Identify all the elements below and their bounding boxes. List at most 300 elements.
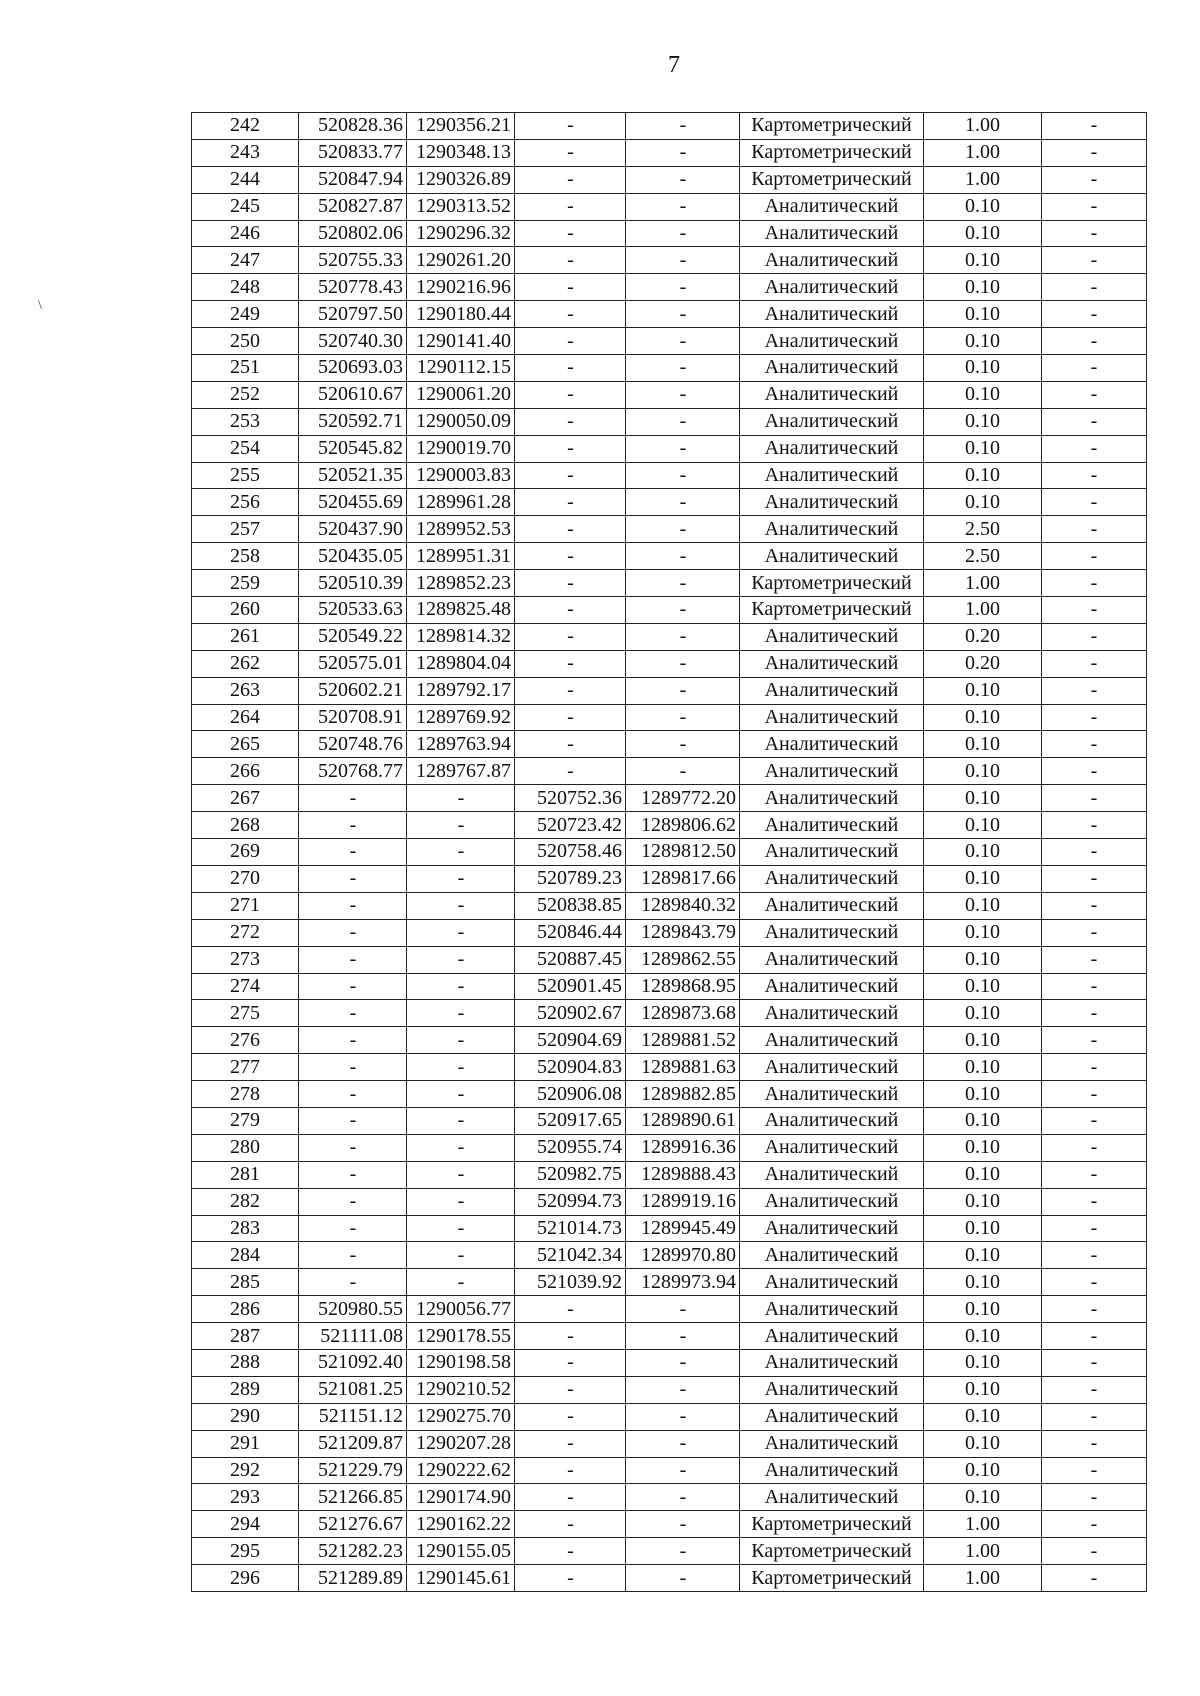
method-cell: Аналитический <box>740 328 924 355</box>
precision-cell: 1.00 <box>924 113 1042 140</box>
note-cell: - <box>1042 301 1147 328</box>
x-new-cell: - <box>515 408 626 435</box>
x-new-cell: 520994.73 <box>515 1188 626 1215</box>
x-new-cell: - <box>515 597 626 624</box>
method-cell: Аналитический <box>740 946 924 973</box>
precision-cell: 2.50 <box>924 543 1042 570</box>
point-number-cell: 251 <box>192 355 299 382</box>
y-existing-cell: 1289814.32 <box>407 623 515 650</box>
y-new-cell: 1289812.50 <box>626 839 740 866</box>
table-row <box>192 839 1147 866</box>
table-row <box>192 1565 1147 1592</box>
point-number-cell: 243 <box>192 139 299 166</box>
point-number-cell: 261 <box>192 623 299 650</box>
x-existing-cell: 520778.43 <box>299 274 407 301</box>
y-existing-cell: 1289763.94 <box>407 731 515 758</box>
method-cell: Аналитический <box>740 1484 924 1511</box>
x-new-cell: - <box>515 704 626 731</box>
note-cell: - <box>1042 355 1147 382</box>
y-existing-cell: 1289852.23 <box>407 570 515 597</box>
x-new-cell: 520906.08 <box>515 1081 626 1108</box>
table-row <box>192 1269 1147 1296</box>
precision-cell: 0.10 <box>924 301 1042 328</box>
x-new-cell: 521039.92 <box>515 1269 626 1296</box>
x-existing-cell: - <box>299 1054 407 1081</box>
x-existing-cell: 520533.63 <box>299 597 407 624</box>
x-new-cell: 520904.69 <box>515 1027 626 1054</box>
point-number-cell: 274 <box>192 973 299 1000</box>
point-number-cell: 275 <box>192 1000 299 1027</box>
note-cell: - <box>1042 166 1147 193</box>
x-new-cell: 521014.73 <box>515 1215 626 1242</box>
precision-cell: 1.00 <box>924 597 1042 624</box>
y-new-cell: - <box>626 1403 740 1430</box>
y-new-cell: 1289868.95 <box>626 973 740 1000</box>
y-new-cell: 1289881.52 <box>626 1027 740 1054</box>
note-cell: - <box>1042 919 1147 946</box>
y-new-cell: - <box>626 1511 740 1538</box>
y-existing-cell: 1289951.31 <box>407 543 515 570</box>
note-cell: - <box>1042 1457 1147 1484</box>
x-new-cell: - <box>515 274 626 301</box>
method-cell: Аналитический <box>740 731 924 758</box>
x-new-cell: - <box>515 1376 626 1403</box>
method-cell: Аналитический <box>740 1430 924 1457</box>
table-row <box>192 113 1147 140</box>
table-row <box>192 1349 1147 1376</box>
point-number-cell: 269 <box>192 839 299 866</box>
table-row <box>192 1134 1147 1161</box>
y-new-cell: - <box>626 166 740 193</box>
precision-cell: 0.10 <box>924 1107 1042 1134</box>
precision-cell: 0.10 <box>924 1430 1042 1457</box>
y-new-cell: 1289970.80 <box>626 1242 740 1269</box>
table-row <box>192 166 1147 193</box>
method-cell: Картометрический <box>740 113 924 140</box>
y-existing-cell: - <box>407 1134 515 1161</box>
x-existing-cell: 520755.33 <box>299 247 407 274</box>
point-number-cell: 283 <box>192 1215 299 1242</box>
x-existing-cell: 521266.85 <box>299 1484 407 1511</box>
point-number-cell: 273 <box>192 946 299 973</box>
note-cell: - <box>1042 758 1147 785</box>
y-existing-cell: 1290061.20 <box>407 381 515 408</box>
point-number-cell: 286 <box>192 1296 299 1323</box>
y-existing-cell: 1290003.83 <box>407 462 515 489</box>
x-existing-cell: - <box>299 1269 407 1296</box>
method-cell: Аналитический <box>740 1403 924 1430</box>
y-new-cell: - <box>626 1538 740 1565</box>
x-existing-cell: 520827.87 <box>299 193 407 220</box>
note-cell: - <box>1042 1134 1147 1161</box>
point-number-cell: 285 <box>192 1269 299 1296</box>
y-new-cell: 1289916.36 <box>626 1134 740 1161</box>
note-cell: - <box>1042 1242 1147 1269</box>
y-new-cell: - <box>626 623 740 650</box>
table-row <box>192 435 1147 462</box>
y-new-cell: 1289873.68 <box>626 1000 740 1027</box>
y-existing-cell: 1290313.52 <box>407 193 515 220</box>
table-row <box>192 812 1147 839</box>
method-cell: Аналитический <box>740 274 924 301</box>
point-number-cell: 242 <box>192 113 299 140</box>
note-cell: - <box>1042 1538 1147 1565</box>
method-cell: Аналитический <box>740 1457 924 1484</box>
table-row <box>192 623 1147 650</box>
table-row <box>192 785 1147 812</box>
table-row <box>192 462 1147 489</box>
table-row <box>192 381 1147 408</box>
x-new-cell: - <box>515 193 626 220</box>
x-new-cell: - <box>515 623 626 650</box>
precision-cell: 0.10 <box>924 1269 1042 1296</box>
x-existing-cell: - <box>299 1215 407 1242</box>
x-new-cell: - <box>515 1403 626 1430</box>
page-number: 7 <box>668 52 680 78</box>
precision-cell: 0.10 <box>924 1161 1042 1188</box>
x-existing-cell: - <box>299 973 407 1000</box>
method-cell: Аналитический <box>740 973 924 1000</box>
y-new-cell: 1289890.61 <box>626 1107 740 1134</box>
x-existing-cell: 520592.71 <box>299 408 407 435</box>
y-existing-cell: 1290155.05 <box>407 1538 515 1565</box>
x-existing-cell: 520802.06 <box>299 220 407 247</box>
x-existing-cell: 520610.67 <box>299 381 407 408</box>
x-new-cell: - <box>515 113 626 140</box>
note-cell: - <box>1042 1376 1147 1403</box>
method-cell: Аналитический <box>740 892 924 919</box>
x-new-cell: - <box>515 677 626 704</box>
x-existing-cell: 521209.87 <box>299 1430 407 1457</box>
note-cell: - <box>1042 1511 1147 1538</box>
x-existing-cell: 520748.76 <box>299 731 407 758</box>
point-number-cell: 276 <box>192 1027 299 1054</box>
precision-cell: 0.10 <box>924 731 1042 758</box>
x-existing-cell: - <box>299 1081 407 1108</box>
method-cell: Аналитический <box>740 247 924 274</box>
point-number-cell: 268 <box>192 812 299 839</box>
note-cell: - <box>1042 1027 1147 1054</box>
x-new-cell: 520758.46 <box>515 839 626 866</box>
table-row <box>192 1054 1147 1081</box>
y-new-cell: - <box>626 758 740 785</box>
x-new-cell: - <box>515 381 626 408</box>
precision-cell: 0.10 <box>924 489 1042 516</box>
y-new-cell: - <box>626 597 740 624</box>
x-existing-cell: 520435.05 <box>299 543 407 570</box>
point-number-cell: 248 <box>192 274 299 301</box>
y-new-cell: - <box>626 193 740 220</box>
precision-cell: 0.10 <box>924 1000 1042 1027</box>
y-existing-cell: 1290296.32 <box>407 220 515 247</box>
x-existing-cell: - <box>299 1107 407 1134</box>
y-existing-cell: - <box>407 919 515 946</box>
y-existing-cell: 1290180.44 <box>407 301 515 328</box>
x-new-cell: 520838.85 <box>515 892 626 919</box>
x-new-cell: - <box>515 1457 626 1484</box>
precision-cell: 0.10 <box>924 973 1042 1000</box>
x-new-cell: - <box>515 1430 626 1457</box>
y-new-cell: - <box>626 516 740 543</box>
y-existing-cell: 1290141.40 <box>407 328 515 355</box>
y-existing-cell: - <box>407 1027 515 1054</box>
y-existing-cell: 1289961.28 <box>407 489 515 516</box>
table-row <box>192 355 1147 382</box>
note-cell: - <box>1042 220 1147 247</box>
precision-cell: 1.00 <box>924 166 1042 193</box>
y-new-cell: - <box>626 1296 740 1323</box>
precision-cell: 0.20 <box>924 650 1042 677</box>
point-number-cell: 272 <box>192 919 299 946</box>
note-cell: - <box>1042 1430 1147 1457</box>
y-existing-cell: - <box>407 1242 515 1269</box>
precision-cell: 0.10 <box>924 704 1042 731</box>
method-cell: Картометрический <box>740 1565 924 1592</box>
y-existing-cell: - <box>407 892 515 919</box>
y-new-cell: 1289817.66 <box>626 865 740 892</box>
point-number-cell: 288 <box>192 1349 299 1376</box>
note-cell: - <box>1042 731 1147 758</box>
method-cell: Аналитический <box>740 1242 924 1269</box>
precision-cell: 0.10 <box>924 1403 1042 1430</box>
point-number-cell: 244 <box>192 166 299 193</box>
method-cell: Картометрический <box>740 1511 924 1538</box>
y-existing-cell: - <box>407 1054 515 1081</box>
x-new-cell: - <box>515 435 626 462</box>
note-cell: - <box>1042 865 1147 892</box>
table-row <box>192 758 1147 785</box>
x-existing-cell: - <box>299 1242 407 1269</box>
x-new-cell: - <box>515 166 626 193</box>
x-existing-cell: 520545.82 <box>299 435 407 462</box>
table-row <box>192 1081 1147 1108</box>
method-cell: Аналитический <box>740 758 924 785</box>
precision-cell: 0.10 <box>924 220 1042 247</box>
precision-cell: 0.10 <box>924 1242 1042 1269</box>
y-existing-cell: 1290056.77 <box>407 1296 515 1323</box>
x-existing-cell: 520980.55 <box>299 1296 407 1323</box>
x-existing-cell: - <box>299 785 407 812</box>
note-cell: - <box>1042 193 1147 220</box>
point-number-cell: 267 <box>192 785 299 812</box>
x-new-cell: 520789.23 <box>515 865 626 892</box>
method-cell: Аналитический <box>740 435 924 462</box>
table-row <box>192 1000 1147 1027</box>
note-cell: - <box>1042 1188 1147 1215</box>
method-cell: Аналитический <box>740 301 924 328</box>
y-new-cell: - <box>626 489 740 516</box>
point-number-cell: 280 <box>192 1134 299 1161</box>
y-new-cell: 1289843.79 <box>626 919 740 946</box>
y-new-cell: 1289945.49 <box>626 1215 740 1242</box>
y-existing-cell: - <box>407 812 515 839</box>
x-existing-cell: - <box>299 1134 407 1161</box>
x-existing-cell: - <box>299 1000 407 1027</box>
y-existing-cell: 1289767.87 <box>407 758 515 785</box>
point-number-cell: 287 <box>192 1323 299 1350</box>
y-new-cell: - <box>626 113 740 140</box>
y-existing-cell: - <box>407 1000 515 1027</box>
precision-cell: 0.10 <box>924 1215 1042 1242</box>
precision-cell: 0.10 <box>924 839 1042 866</box>
y-existing-cell: 1290019.70 <box>407 435 515 462</box>
point-number-cell: 277 <box>192 1054 299 1081</box>
point-number-cell: 263 <box>192 677 299 704</box>
x-new-cell: 520752.36 <box>515 785 626 812</box>
point-number-cell: 292 <box>192 1457 299 1484</box>
x-existing-cell: 520847.94 <box>299 166 407 193</box>
y-existing-cell: 1289769.92 <box>407 704 515 731</box>
x-existing-cell: 520602.21 <box>299 677 407 704</box>
precision-cell: 0.10 <box>924 919 1042 946</box>
precision-cell: 0.10 <box>924 1081 1042 1108</box>
precision-cell: 0.10 <box>924 1027 1042 1054</box>
precision-cell: 0.10 <box>924 1134 1042 1161</box>
point-number-cell: 249 <box>192 301 299 328</box>
y-new-cell: - <box>626 1430 740 1457</box>
x-existing-cell: 520833.77 <box>299 139 407 166</box>
y-existing-cell: - <box>407 946 515 973</box>
y-existing-cell: 1290050.09 <box>407 408 515 435</box>
precision-cell: 0.10 <box>924 758 1042 785</box>
y-existing-cell: - <box>407 1161 515 1188</box>
point-number-cell: 259 <box>192 570 299 597</box>
method-cell: Аналитический <box>740 1215 924 1242</box>
x-new-cell: 520904.83 <box>515 1054 626 1081</box>
x-existing-cell: 520797.50 <box>299 301 407 328</box>
y-existing-cell: 1290261.20 <box>407 247 515 274</box>
note-cell: - <box>1042 1081 1147 1108</box>
table-row <box>192 919 1147 946</box>
note-cell: - <box>1042 785 1147 812</box>
note-cell: - <box>1042 462 1147 489</box>
point-number-cell: 295 <box>192 1538 299 1565</box>
point-number-cell: 290 <box>192 1403 299 1430</box>
table-row <box>192 1323 1147 1350</box>
point-number-cell: 255 <box>192 462 299 489</box>
y-new-cell: 1289772.20 <box>626 785 740 812</box>
x-new-cell: 521042.34 <box>515 1242 626 1269</box>
method-cell: Аналитический <box>740 1188 924 1215</box>
x-existing-cell: 520549.22 <box>299 623 407 650</box>
point-number-cell: 252 <box>192 381 299 408</box>
x-existing-cell: - <box>299 1188 407 1215</box>
note-cell: - <box>1042 1215 1147 1242</box>
x-existing-cell: - <box>299 839 407 866</box>
y-existing-cell: 1289804.04 <box>407 650 515 677</box>
note-cell: - <box>1042 435 1147 462</box>
precision-cell: 0.10 <box>924 1054 1042 1081</box>
x-new-cell: - <box>515 355 626 382</box>
note-cell: - <box>1042 1349 1147 1376</box>
method-cell: Аналитический <box>740 704 924 731</box>
y-existing-cell: - <box>407 1081 515 1108</box>
y-new-cell: 1289840.32 <box>626 892 740 919</box>
method-cell: Аналитический <box>740 462 924 489</box>
method-cell: Аналитический <box>740 865 924 892</box>
method-cell: Аналитический <box>740 1296 924 1323</box>
precision-cell: 0.10 <box>924 865 1042 892</box>
note-cell: - <box>1042 812 1147 839</box>
y-new-cell: - <box>626 462 740 489</box>
y-existing-cell: 1290198.58 <box>407 1349 515 1376</box>
point-number-cell: 279 <box>192 1107 299 1134</box>
precision-cell: 0.10 <box>924 435 1042 462</box>
precision-cell: 0.10 <box>924 408 1042 435</box>
point-number-cell: 264 <box>192 704 299 731</box>
x-new-cell: - <box>515 1323 626 1350</box>
y-new-cell: - <box>626 220 740 247</box>
point-number-cell: 254 <box>192 435 299 462</box>
point-number-cell: 296 <box>192 1565 299 1592</box>
y-existing-cell: - <box>407 973 515 1000</box>
table-row <box>192 516 1147 543</box>
method-cell: Аналитический <box>740 1161 924 1188</box>
x-new-cell: - <box>515 1565 626 1592</box>
method-cell: Аналитический <box>740 381 924 408</box>
x-existing-cell: 521151.12 <box>299 1403 407 1430</box>
y-new-cell: - <box>626 704 740 731</box>
note-cell: - <box>1042 1323 1147 1350</box>
method-cell: Картометрический <box>740 570 924 597</box>
precision-cell: 0.10 <box>924 812 1042 839</box>
x-new-cell: - <box>515 247 626 274</box>
y-existing-cell: 1290145.61 <box>407 1565 515 1592</box>
x-existing-cell: - <box>299 1027 407 1054</box>
point-number-cell: 253 <box>192 408 299 435</box>
y-existing-cell: 1290210.52 <box>407 1376 515 1403</box>
precision-cell: 0.10 <box>924 247 1042 274</box>
y-existing-cell: - <box>407 1269 515 1296</box>
method-cell: Аналитический <box>740 650 924 677</box>
table-row <box>192 408 1147 435</box>
table-row <box>192 247 1147 274</box>
method-cell: Аналитический <box>740 1349 924 1376</box>
y-new-cell: - <box>626 1484 740 1511</box>
method-cell: Аналитический <box>740 1054 924 1081</box>
precision-cell: 0.20 <box>924 623 1042 650</box>
point-number-cell: 271 <box>192 892 299 919</box>
table-row <box>192 328 1147 355</box>
point-number-cell: 265 <box>192 731 299 758</box>
y-new-cell: 1289881.63 <box>626 1054 740 1081</box>
y-new-cell: - <box>626 731 740 758</box>
table-row <box>192 1403 1147 1430</box>
x-existing-cell: 520828.36 <box>299 113 407 140</box>
table-row <box>192 677 1147 704</box>
x-existing-cell: 520437.90 <box>299 516 407 543</box>
y-new-cell: 1289919.16 <box>626 1188 740 1215</box>
y-new-cell: - <box>626 650 740 677</box>
x-existing-cell: 520740.30 <box>299 328 407 355</box>
table-row <box>192 220 1147 247</box>
x-existing-cell: - <box>299 865 407 892</box>
y-existing-cell: - <box>407 865 515 892</box>
precision-cell: 0.10 <box>924 946 1042 973</box>
note-cell: - <box>1042 489 1147 516</box>
point-number-cell: 289 <box>192 1376 299 1403</box>
precision-cell: 1.00 <box>924 139 1042 166</box>
precision-cell: 0.10 <box>924 892 1042 919</box>
table-row <box>192 1161 1147 1188</box>
x-existing-cell: - <box>299 946 407 973</box>
note-cell: - <box>1042 892 1147 919</box>
precision-cell: 0.10 <box>924 1349 1042 1376</box>
table-row <box>192 1484 1147 1511</box>
x-new-cell: - <box>515 489 626 516</box>
point-number-cell: 250 <box>192 328 299 355</box>
y-new-cell: - <box>626 328 740 355</box>
